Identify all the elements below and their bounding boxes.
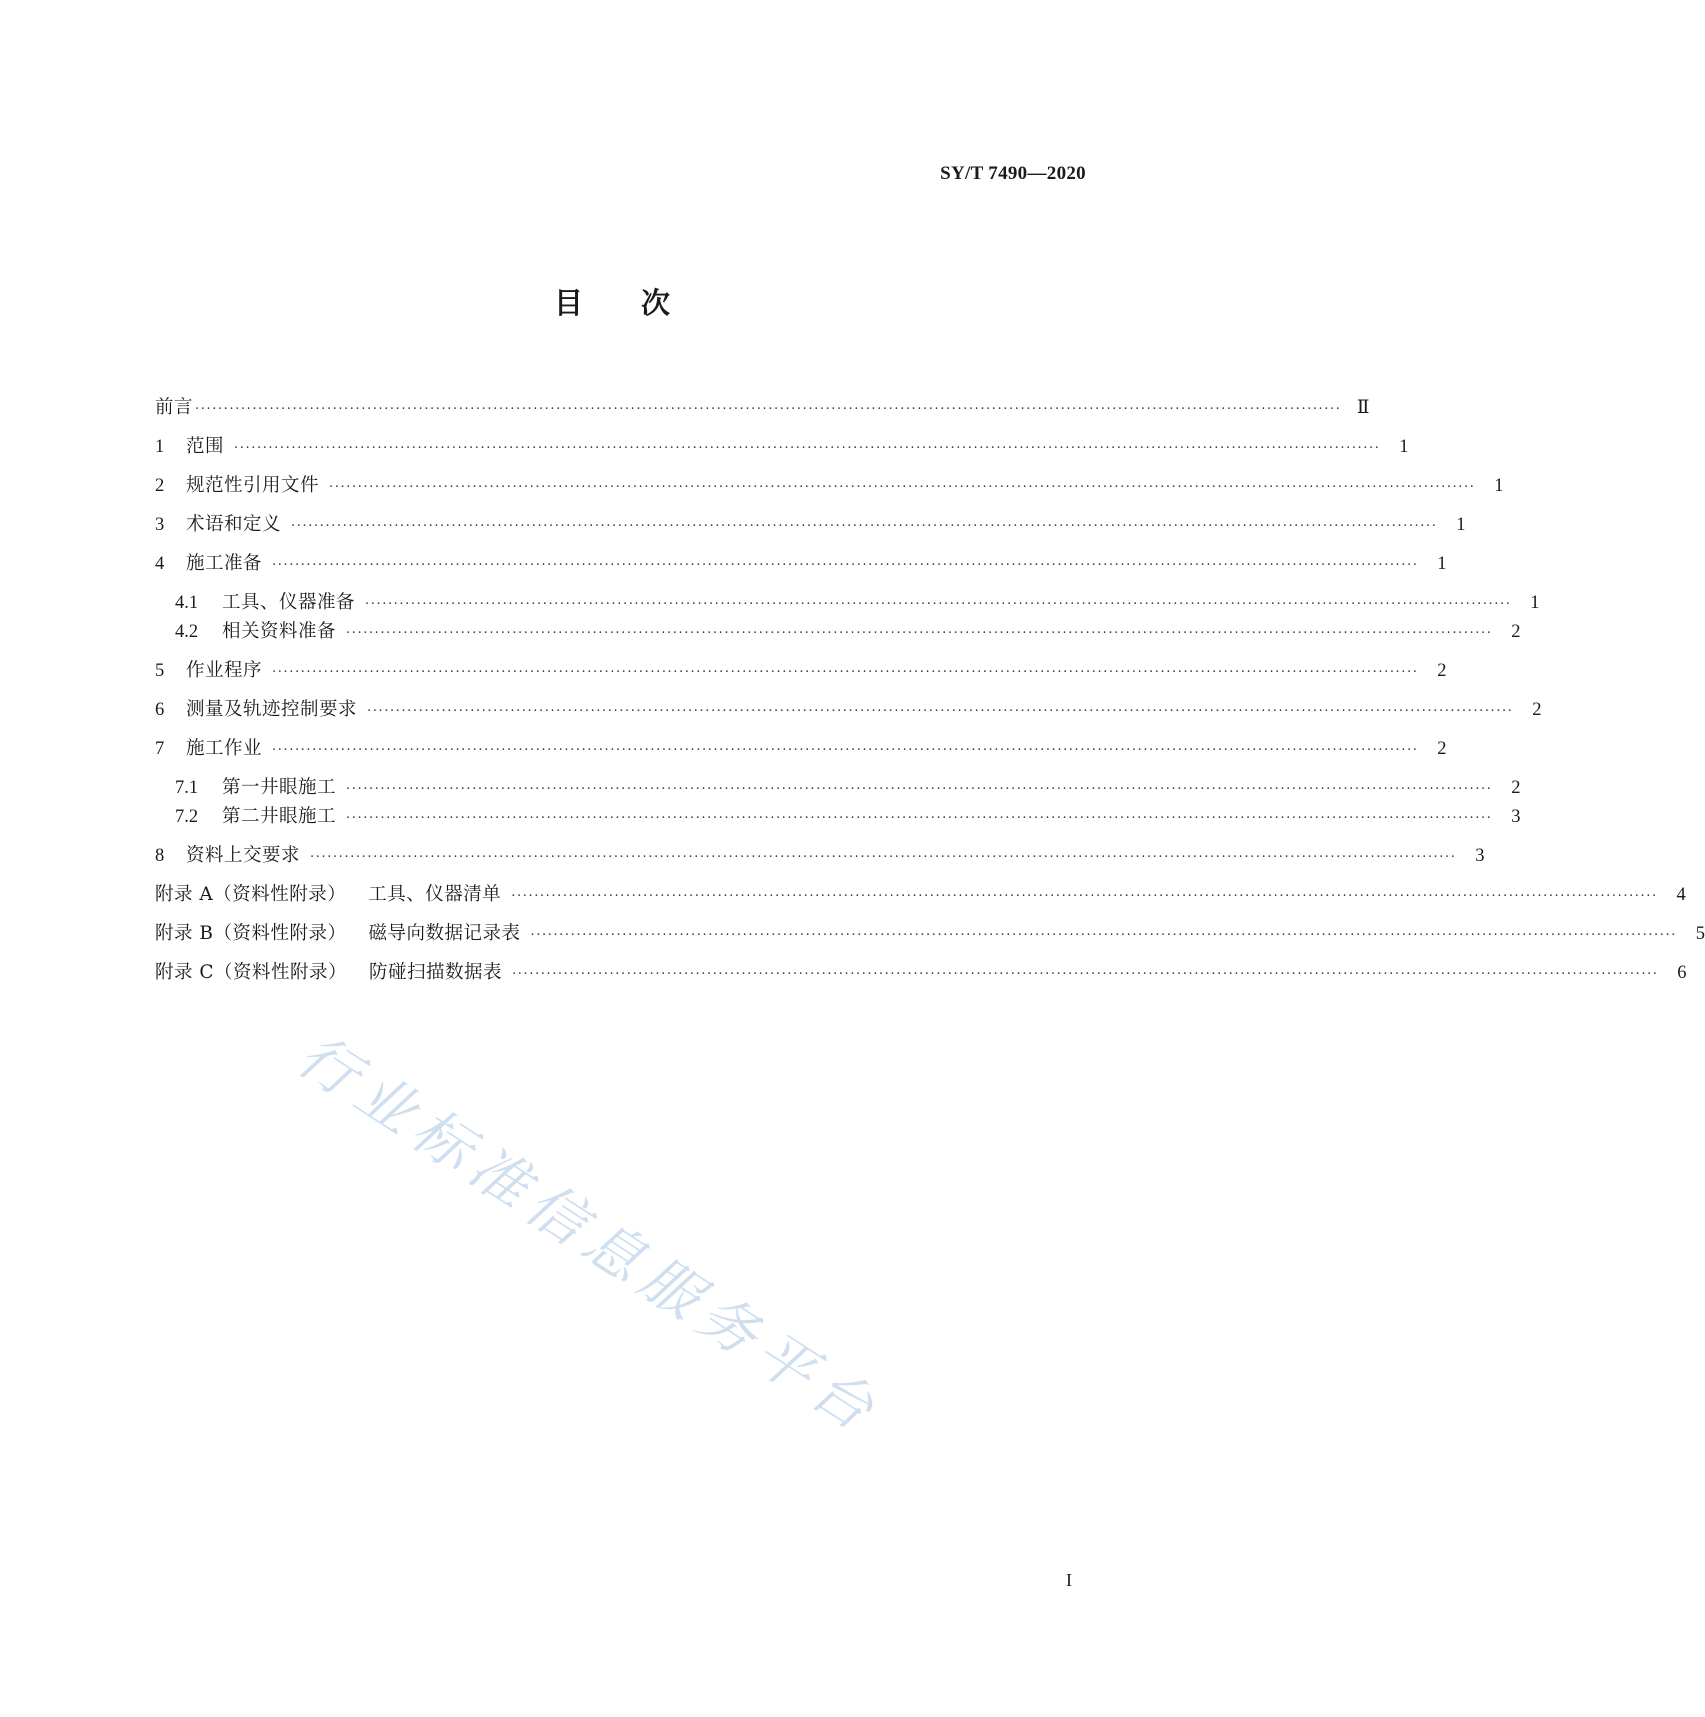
toc-entry[interactable] <box>155 433 1409 461</box>
appendix-title: 防碰扫描数据表 <box>369 962 503 983</box>
appendix-prefix: 附录 C（资料性附录） <box>155 962 348 983</box>
toc-dot-leader: ........................................................................................................................................................................................................ <box>346 807 1493 822</box>
toc-entry-page: 2 <box>1511 622 1521 642</box>
toc-dot-leader: ........................................................................................................................................................................................................ <box>329 476 1476 491</box>
toc-entry-number: 7.2 <box>175 807 199 827</box>
toc-dot-leader: ........................................................................................................................................................................................................ <box>511 885 1658 900</box>
toc-entry-number: 7.1 <box>175 778 199 798</box>
toc-entry[interactable] <box>155 696 1542 724</box>
toc-appendix-entry[interactable] <box>155 959 1687 987</box>
toc-entry-page: 3 <box>1511 807 1521 827</box>
toc-title <box>0 281 1224 322</box>
toc-dot-leader: ........................................................................................................................................................................................................ <box>346 622 1493 637</box>
toc-subentry[interactable] <box>155 589 1540 617</box>
toc-entry-number: 7 <box>155 739 165 759</box>
toc-subentry[interactable] <box>155 803 1521 831</box>
toc-entry-label: 术语和定义 <box>186 514 282 535</box>
toc-entry-page: 2 <box>1437 739 1447 759</box>
toc-entry-page: 1 <box>1399 437 1409 457</box>
toc-dot-leader: ........................................................................................................................................................................................................ <box>195 398 1342 413</box>
toc-subentry[interactable] <box>155 774 1521 802</box>
toc-entry-number: 4 <box>155 554 165 574</box>
toc-entry-label: 施工作业 <box>186 738 263 759</box>
appendix-title: 磁导向数据记录表 <box>368 923 521 944</box>
toc-entry-page: 3 <box>1475 846 1485 866</box>
toc-entry-label: 施工准备 <box>186 553 263 574</box>
toc-entry-label <box>155 881 501 909</box>
toc-entry-label <box>155 920 521 948</box>
toc-dot-leader: ........................................................................................................................................................................................................ <box>530 924 1677 939</box>
toc-entry-number: 5 <box>155 661 165 681</box>
toc-entry-label: 工具、仪器准备 <box>222 592 356 613</box>
toc-entry-page: 1 <box>1530 593 1540 613</box>
toc-entry[interactable] <box>155 550 1447 578</box>
toc-dot-leader: ........................................................................................................................................................................................................ <box>310 846 1457 861</box>
toc-entry[interactable] <box>155 472 1504 500</box>
toc-entry-page: 2 <box>1532 700 1542 720</box>
toc-dot-leader: ........................................................................................................................................................................................................ <box>512 963 1659 978</box>
toc-entry-label: 前言 <box>155 397 194 418</box>
toc-entry-number: 1 <box>155 437 165 457</box>
toc-entry-number: 2 <box>155 476 165 496</box>
toc-entry-label: 第一井眼施工 <box>222 777 337 798</box>
page-number: I <box>1066 1570 1072 1590</box>
toc-appendix-entry[interactable] <box>155 881 1686 909</box>
appendix-prefix: 附录 B（资料性附录） <box>155 923 347 944</box>
toc-entry-page: 1 <box>1437 554 1447 574</box>
toc-dot-leader: ........................................................................................................................................................................................................ <box>272 739 1419 754</box>
toc-entry-label: 范围 <box>186 436 225 457</box>
toc-entry-number: 6 <box>155 700 165 720</box>
toc-entry-label: 作业程序 <box>186 660 263 681</box>
toc-entry-page: 2 <box>1511 778 1521 798</box>
toc-entry[interactable] <box>155 842 1485 870</box>
toc-dot-leader: ........................................................................................................................................................................................................ <box>234 437 1381 452</box>
toc-entry[interactable] <box>155 511 1466 539</box>
toc-subentry[interactable] <box>155 618 1521 646</box>
toc-entry[interactable] <box>155 657 1447 685</box>
toc-entry-label <box>155 959 502 987</box>
watermark: 行业标准信息服务平台 <box>285 1020 894 1449</box>
toc-entry-foreword[interactable] <box>155 394 1370 422</box>
toc-title-char-2: 次 <box>641 286 671 320</box>
toc-entry-page: 1 <box>1494 476 1504 496</box>
toc-entry-page: 5 <box>1695 924 1705 944</box>
toc-entry-number: 8 <box>155 846 165 866</box>
toc-dot-leader: ........................................................................................................................................................................................................ <box>272 661 1419 676</box>
toc-entry-page: Ⅱ <box>1356 398 1370 418</box>
toc-entry[interactable] <box>155 735 1447 763</box>
toc-dot-leader: ........................................................................................................................................................................................................ <box>346 778 1493 793</box>
toc-entry-label: 资料上交要求 <box>186 845 301 866</box>
toc-entry-label: 规范性引用文件 <box>186 475 320 496</box>
toc-entry-label: 测量及轨迹控制要求 <box>186 699 358 720</box>
toc-entry-number: 3 <box>155 515 165 535</box>
toc-entry-number: 4.1 <box>175 593 199 613</box>
toc-entry-label: 第二井眼施工 <box>222 806 337 827</box>
toc-dot-leader: ........................................................................................................................................................................................................ <box>365 593 1512 608</box>
appendix-title: 工具、仪器清单 <box>368 884 502 905</box>
toc-entry-page: 6 <box>1677 963 1687 983</box>
toc-entry-page: 2 <box>1437 661 1447 681</box>
toc-dot-leader: ........................................................................................................................................................................................................ <box>291 515 1438 530</box>
appendix-prefix: 附录 A（资料性附录） <box>155 884 347 905</box>
standard-code: SY/T 7490—2020 <box>940 163 1086 184</box>
toc-appendix-entry[interactable] <box>155 920 1705 948</box>
toc-dot-leader: ........................................................................................................................................................................................................ <box>367 700 1514 715</box>
toc-dot-leader: ........................................................................................................................................................................................................ <box>272 554 1419 569</box>
toc-entry-page: 4 <box>1676 885 1686 905</box>
toc-entry-page: 1 <box>1456 515 1466 535</box>
toc-title-char-1: 目 <box>553 286 583 320</box>
toc-entry-number: 4.2 <box>175 622 199 642</box>
toc-entry-label: 相关资料准备 <box>222 621 337 642</box>
